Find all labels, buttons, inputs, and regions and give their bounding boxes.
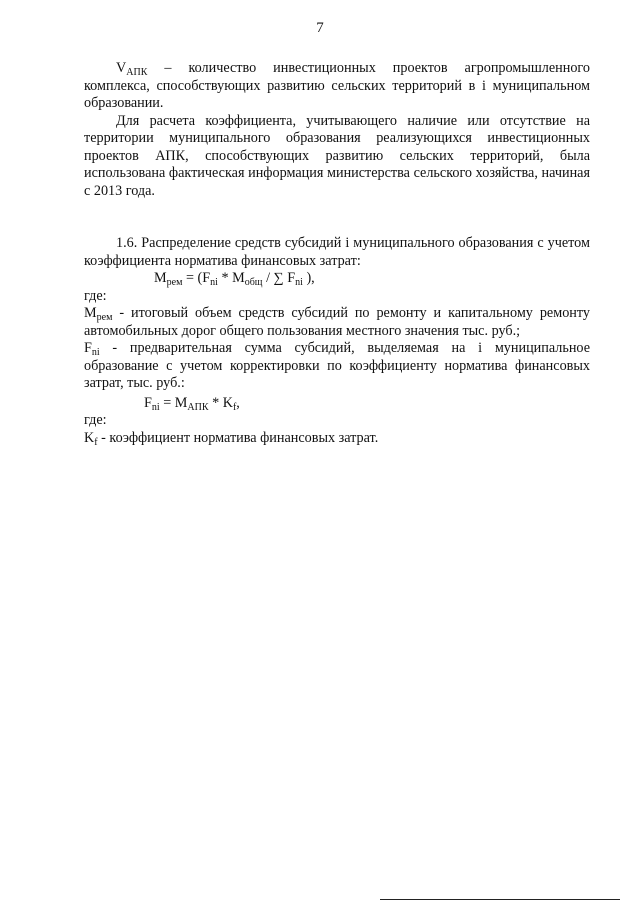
formula-m-rem: $M_{рем} = (F_{ni} * M_{общ}$ / ∑ $F_{ni}$ ), [154,270,315,288]
v-apk-symbol: $V_{АПК}$ [116,60,148,78]
section-1-6-heading: 1.6. Распределение средств субсидий i муниципального образования с учетом коэффициента норматива финансовых затрат: [84,235,590,269]
where-label-1: где: [84,287,107,304]
paragraph-v-apk-definition [84,60,590,113]
formula-f-ni: $F_{ni} = M_{АПК} * K_f$, [144,394,240,413]
page-number: 7 [316,20,324,36]
definition-k-f: $K_f$ - коэффициент норматива финансовых затрат. [84,429,379,448]
where-label-2: где: [84,412,107,428]
f-ni-symbol: $F_{ni}$ [84,340,100,358]
paragraph-coefficient-info: Для расчета коэффициента, учитывающего наличие или отсутствие на территории муниципального образования реализующихся инвестиционных проектов АПК, способствующих развитию сельских территорий, была использована фактическая информация министерства сельского хозяйства, начиная с 2013 года. [84,112,590,199]
v-apk-text: – количество инвестиционных проектов агропромышленного комплекса, способствующих развитию сельских территорий в i муниципальном образовании. [84,60,590,111]
m-rem-symbol: $M_{рем}$ [84,305,113,323]
document-body [84,60,590,447]
bottom-divider [380,899,620,900]
k-f-symbol: $K_f$ [84,429,98,448]
definition-m-rem: $M_{рем}$ - итоговый объем средств субсидий по ремонту и капитальному ремонту автомобильных дорог общего пользования местного значения тыс. руб.; [84,305,590,339]
definition-f-ni: $F_{ni}$ - предварительная сумма субсидий, выделяемая на i муниципальное образование с учетом корректировки по коэффициенту норматива финансовых затрат, тыс. руб.: [84,340,590,391]
